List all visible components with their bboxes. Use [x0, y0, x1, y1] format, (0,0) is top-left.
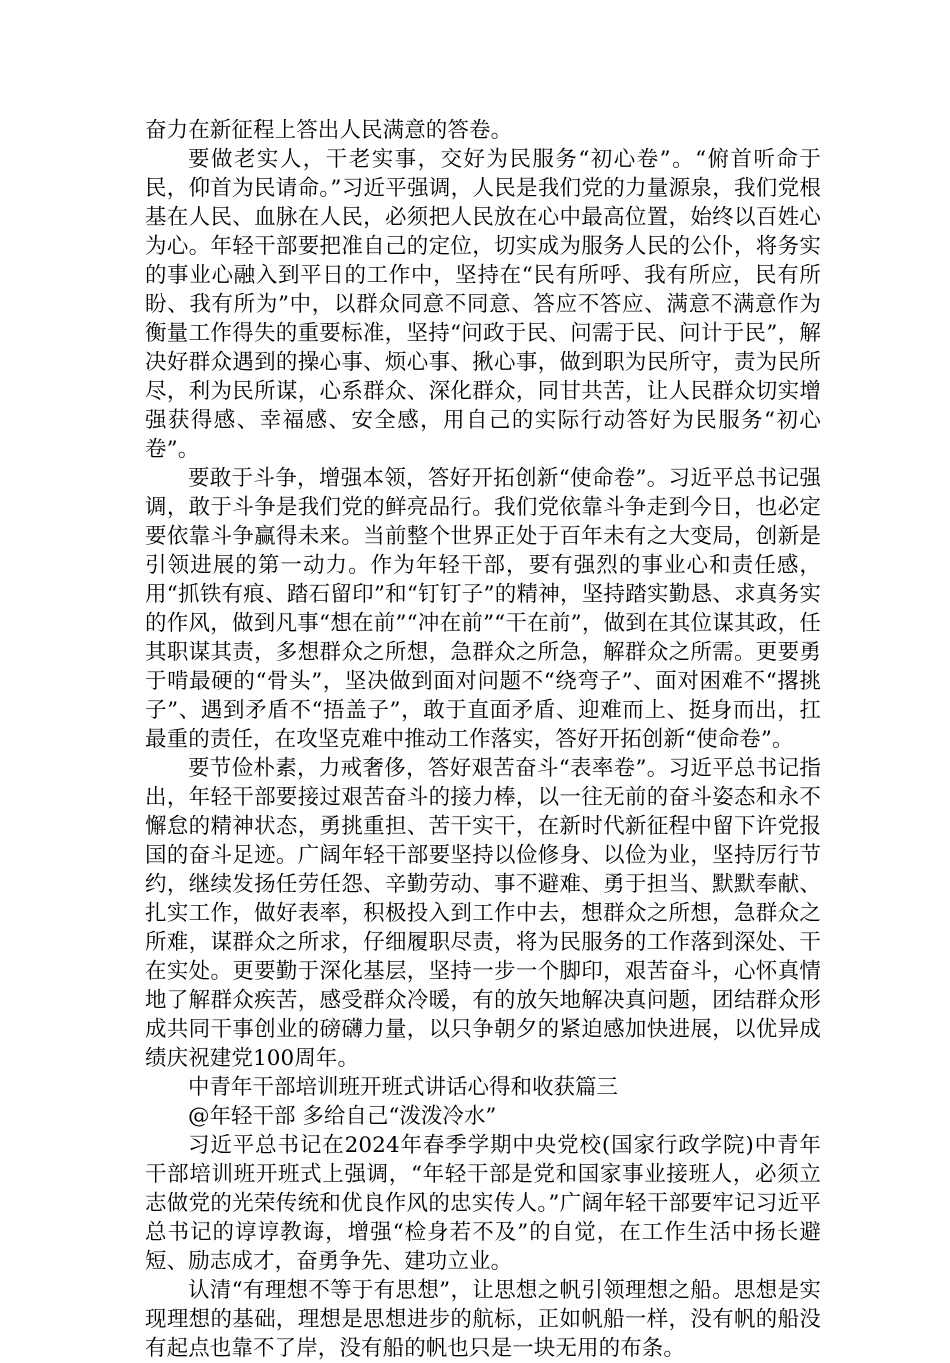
paragraph-mission: 要敢于斗争，增强本领，答好开拓创新“使命卷”。习近平总书记强调，敢于斗争是我们党的鲜亮品行。我们党依靠斗争走到今日，也必定要依靠斗争赢得未来。当前整个世界正处于百年未有之大变局，创新是引领进展的第一动力。作为年轻干部，要有强烈的事业心和责任感，用“抓铁有痕、踏石留印”和“钉钉子”的精神，坚持踏实勤恳、求真务实的作风，做到凡事“想在前”“冲在前”“干在前”，做到在其位谋其政，任其职谋其责，多想群众之所想，急群众之所急，解群众之所需。更要勇于啃最硬的“骨头”，坚决做到面对问题不“绕弯子”、面对困难不“撂挑子”、遇到矛盾不“捂盖子”，敢于直面矛盾、迎难而上、挺身而出，扛最重的责任，在攻坚克难中推动工作落实，答好开拓创新“使命卷”。 [145, 466, 821, 752]
paragraph-ideals: 认清“有理想不等于有思想”，让思想之帆引领理想之船。思想是实现理想的基础，理想是思想进步的航标，正如帆船一样，没有帆的船没有起点也靠不了岸，没有船的帆也只是一块无用的布条。 [145, 1278, 821, 1361]
paragraph-intro: 习近平总书记在2024年春季学期中央党校(国家行政学院)中青年干部培训班开班式上强调，“年轻干部是党和国家事业接班人，必须立志做党的光荣传统和优良作风的忠实传人。”广阔年轻干部要牢记习近平总书记的谆谆教诲，增强“检身若不及”的自觉，在工作生活中扬长避短、励志成才，奋勇争先、建功立业。 [145, 1133, 821, 1274]
section-heading: 中青年干部培训班开班式讲话心得和收获篇三 [188, 1075, 619, 1100]
paragraph-example: 要节俭朴素，力戒奢侈，答好艰苦奋斗“表率卷”。习近平总书记指出，年轻干部要接过艰苦奋斗的接力棒，以一往无前的奋斗姿态和永不懈怠的精神状态，勇挑重担、苦干实干，在新时代新征程中留下许党报国的奋斗足迹。广阔年轻干部要坚持以俭修身、以俭为业，坚持厉行节约，继续发扬任劳任怨、辛勤劳动、事不避难、勇于担当、默默奉献、扎实工作，做好表率，积极投入到工作中去，想群众之所想，急群众之所难，谋群众之所求，仔细履职尽责，将为民服务的工作落到深处、干在实处。更要勤于深化基层，坚持一步一个脚印，艰苦奋斗，心怀真情地了解群众疾苦，感受群众冷暖，有的放矢地解决真问题，团结群众形成共同干事创业的磅礴力量，以只争朝夕的紧迫感加快进展，以优异成绩庆祝建党100周年。 [145, 756, 821, 1071]
paragraph-initial-heart: 要做老实人，干老实事，交好为民服务“初心卷”。“俯首听命于民，仰首为民请命。”习近平强调，人民是我们党的力量源泉，我们党根基在人民、血脉在人民，必须把人民放在心中最高位置，始终以百姓心为心。年轻干部要把准自己的定位，切实成为服务人民的公仆，将务实的事业心融入到平日的工作中，坚持在“民有所呼、我有所应，民有所盼、我有所为”中，以群众同意不同意、答应不答应、满意不满意作为衡量工作得失的重要标准，坚持“问政于民、问需于民、问计于民”，解决好群众遇到的操心事、烦心事、揪心事，做到职为民所守，责为民所尽，利为民所谋，心系群众、深化群众，同甘共苦，让人民群众切实增强获得感、幸福感、安全感，用自己的实际行动答好为民服务“初心卷”。 [145, 147, 821, 462]
section-subheading: @年轻干部 多给自己“泼泼冷水” [188, 1104, 497, 1129]
document-body [145, 116, 821, 1363]
paragraph-continuation: 奋力在新征程上答出人民满意的答卷。 [145, 118, 513, 143]
